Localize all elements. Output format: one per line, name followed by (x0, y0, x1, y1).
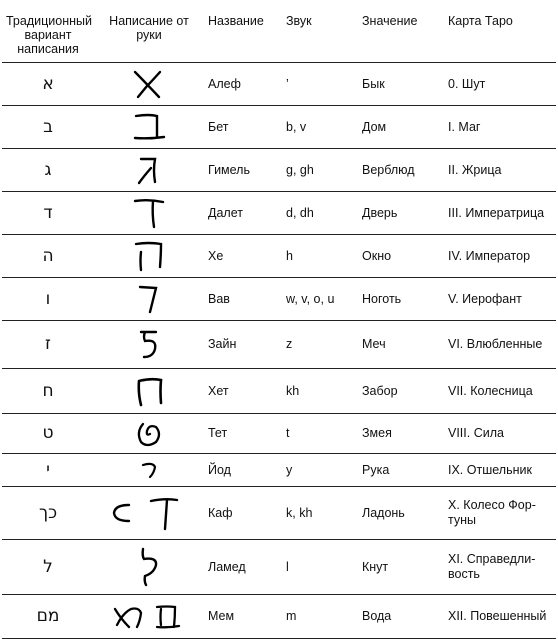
letter-tarot: III. Императрица (444, 192, 556, 235)
letter-sound: l (282, 540, 358, 595)
handwritten-cell (94, 487, 204, 540)
hand-dalet-icon (129, 196, 169, 230)
letter-sound: y (282, 454, 358, 487)
traditional-letter: מם (2, 595, 94, 639)
traditional-letter: ו (2, 278, 94, 321)
handwritten-cell (94, 369, 204, 414)
letter-tarot: I. Маг (444, 106, 556, 149)
table-row (2, 149, 556, 192)
traditional-letter: ז (2, 321, 94, 369)
letter-tarot: IX. Отшельник (444, 454, 556, 487)
traditional-letter: ב (2, 106, 94, 149)
letter-sound: kh (282, 369, 358, 414)
table-row (2, 63, 556, 106)
table-row (2, 487, 556, 540)
traditional-letter: ח (2, 369, 94, 414)
letter-tarot: V. Иерофант (444, 278, 556, 321)
letter-tarot: VII. Колесница (444, 369, 556, 414)
letter-meaning: Ладонь (358, 487, 444, 540)
traditional-letter: כך (2, 487, 94, 540)
letter-name: Далет (204, 192, 282, 235)
letter-sound: b, v (282, 106, 358, 149)
letter-name: Вав (204, 278, 282, 321)
table-row (2, 595, 556, 639)
traditional-letter: ד (2, 192, 94, 235)
hand-bet-icon (129, 111, 169, 143)
letter-sound: t (282, 414, 358, 454)
traditional-letter: י (2, 454, 94, 487)
letter-meaning: Верблюд (358, 149, 444, 192)
hand-kaf-icon (109, 493, 189, 533)
table-row (2, 321, 556, 369)
header-row (2, 6, 556, 63)
hand-gimel-icon (129, 154, 169, 186)
letter-name: Хе (204, 235, 282, 278)
handwritten-cell (94, 540, 204, 595)
header-tarot: Карта Таро (448, 14, 513, 28)
table-row (2, 192, 556, 235)
letter-name: Зайн (204, 321, 282, 369)
hand-tet-icon (129, 418, 169, 450)
letter-sound: g, gh (282, 149, 358, 192)
letter-tarot: VI. Влюбленные (444, 321, 556, 369)
traditional-letter: ה (2, 235, 94, 278)
hebrew-alphabet-table (2, 6, 556, 639)
letter-sound: m (282, 595, 358, 639)
header-traditional: Традиционный вариант написания (6, 14, 92, 56)
letter-tarot: II. Жрица (444, 149, 556, 192)
table-row (2, 414, 556, 454)
letter-meaning: Бык (358, 63, 444, 106)
letter-name: Гимель (204, 149, 282, 192)
table-row (2, 454, 556, 487)
letter-meaning: Дверь (358, 192, 444, 235)
hand-het-icon (129, 373, 169, 409)
letter-sound: h (282, 235, 358, 278)
handwritten-cell (94, 595, 204, 639)
letter-tarot: XI. Справедли-вость (444, 540, 556, 595)
handwritten-cell (94, 235, 204, 278)
letter-name: Йод (204, 454, 282, 487)
traditional-letter: ג (2, 149, 94, 192)
hand-zayin-icon (129, 327, 169, 363)
letter-meaning: Дом (358, 106, 444, 149)
table-row (2, 106, 556, 149)
letter-tarot: VIII. Сила (444, 414, 556, 454)
handwritten-cell (94, 106, 204, 149)
table-row (2, 278, 556, 321)
letter-name: Тет (204, 414, 282, 454)
letter-sound: d, dh (282, 192, 358, 235)
letter-tarot: XII. Повешенный (444, 595, 556, 639)
letter-sound: z (282, 321, 358, 369)
letter-tarot: 0. Шут (444, 63, 556, 106)
handwritten-cell (94, 321, 204, 369)
hand-mem-icon (109, 601, 189, 633)
handwritten-cell (94, 192, 204, 235)
letter-name: Хет (204, 369, 282, 414)
hand-aleph-icon (129, 68, 169, 100)
letter-sound: ’ (282, 63, 358, 106)
header-handwritten: Написание от руки (109, 14, 189, 42)
letter-sound: w, v, o, u (282, 278, 358, 321)
letter-name: Каф (204, 487, 282, 540)
letter-sound: k, kh (282, 487, 358, 540)
letter-meaning: Рука (358, 454, 444, 487)
table-row (2, 369, 556, 414)
header-meaning: Значение (362, 14, 418, 28)
table-row (2, 235, 556, 278)
hand-lamed-icon (129, 545, 169, 589)
handwritten-cell (94, 63, 204, 106)
header-sound: Звук (286, 14, 312, 28)
letter-meaning: Змея (358, 414, 444, 454)
letter-tarot: X. Колесо Фор-туны (444, 487, 556, 540)
letter-name: Мем (204, 595, 282, 639)
handwritten-cell (94, 149, 204, 192)
letter-meaning: Забор (358, 369, 444, 414)
letter-tarot: IV. Император (444, 235, 556, 278)
letter-meaning: Окно (358, 235, 444, 278)
letter-meaning: Меч (358, 321, 444, 369)
table-row (2, 540, 556, 595)
hand-yod-icon (129, 458, 169, 482)
traditional-letter: ט (2, 414, 94, 454)
hand-vav-icon (129, 282, 169, 316)
letter-meaning: Кнут (358, 540, 444, 595)
handwritten-cell (94, 278, 204, 321)
letter-name: Ламед (204, 540, 282, 595)
handwritten-cell (94, 454, 204, 487)
header-name: Название (208, 14, 264, 28)
letter-meaning: Ноготь (358, 278, 444, 321)
letter-meaning: Вода (358, 595, 444, 639)
hand-he-icon (129, 239, 169, 273)
handwritten-cell (94, 414, 204, 454)
traditional-letter: א (2, 63, 94, 106)
traditional-letter: ל (2, 540, 94, 595)
letter-name: Бет (204, 106, 282, 149)
letter-name: Алеф (204, 63, 282, 106)
